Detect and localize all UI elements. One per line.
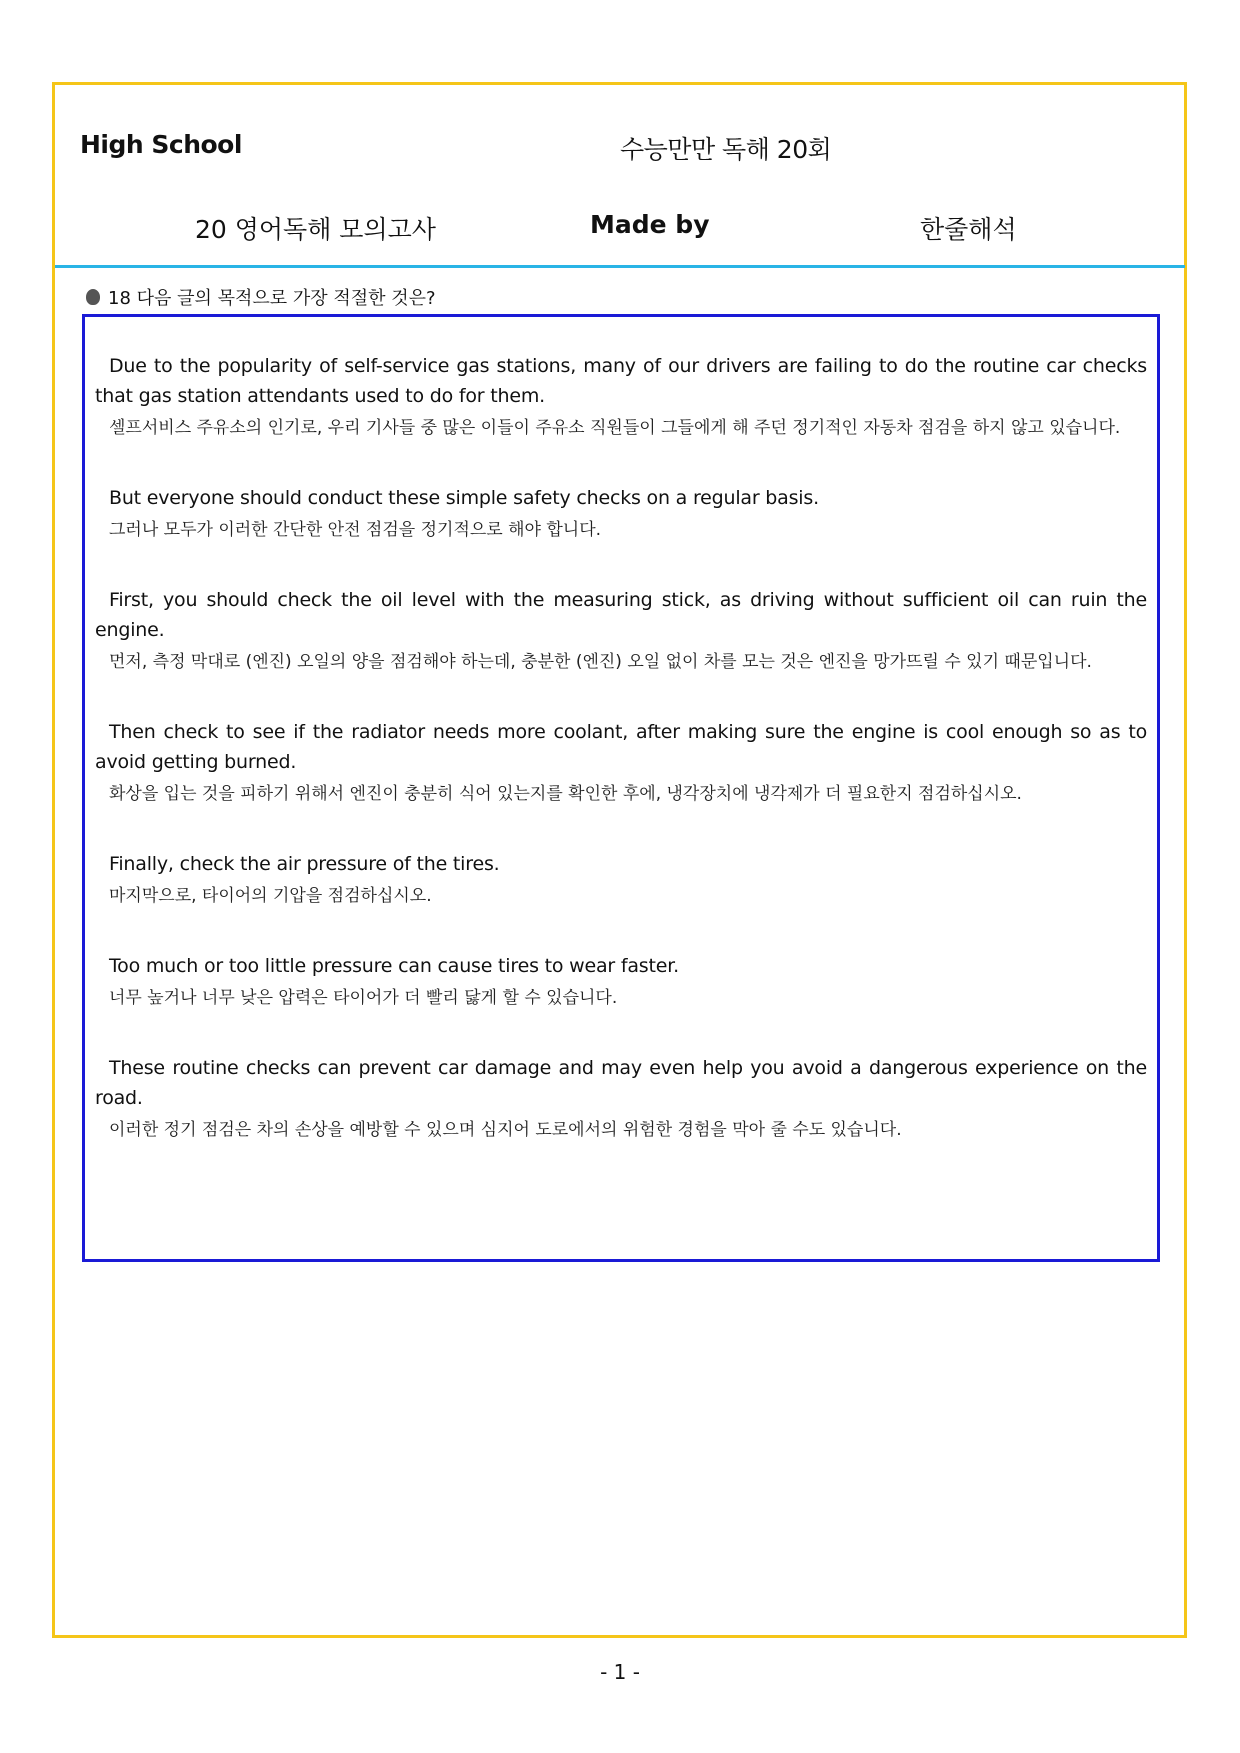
bullet-icon	[86, 289, 100, 305]
passage-paragraph	[95, 951, 1147, 1013]
english-sentence: Then check to see if the radiator needs more coolant, after making sure the engine is cool enough so as to avoid getting burned.	[95, 721, 1147, 773]
english-sentence: First, you should check the oil level with the measuring stick, as driving without sufficient oil can ruin the engine.	[95, 589, 1147, 641]
question-prompt	[86, 284, 436, 310]
question-text: 18 다음 글의 목적으로 가장 적절한 것은?	[108, 288, 436, 309]
passage-box	[82, 314, 1160, 1262]
korean-translation: 셀프서비스 주유소의 인기로, 우리 기사들 중 많은 이들이 주유소 직원들이 그들에게 해 주던 정기적인 자동차 점검을 하지 않고 있습니다.	[109, 418, 1121, 438]
author-name: 한줄해석	[920, 215, 1017, 244]
korean-translation: 화상을 입는 것을 피하기 위해서 엔진이 충분히 식어 있는지를 확인한 후에, 냉각장치에 냉각제가 더 필요한지 점검하십시오.	[109, 784, 1022, 804]
page-number: - 1 -	[600, 1660, 640, 1684]
passage-paragraph	[95, 1053, 1147, 1145]
passage-paragraph	[95, 351, 1147, 443]
passage-paragraph	[95, 717, 1147, 809]
english-sentence: But everyone should conduct these simple safety checks on a regular basis.	[109, 487, 819, 509]
korean-translation: 너무 높거나 너무 낮은 압력은 타이어가 더 빨리 닳게 할 수 있습니다.	[109, 988, 618, 1008]
english-sentence: Finally, check the air pressure of the tires.	[109, 853, 500, 875]
passage-paragraph	[95, 849, 1147, 911]
english-sentence: These routine checks can prevent car damage and may even help you avoid a dangerous experience on the road.	[95, 1057, 1147, 1109]
series-title: 수능만만 독해 20회	[620, 135, 832, 164]
header-divider	[55, 265, 1185, 268]
made-by-label: Made by	[590, 210, 710, 239]
exam-name: 20 영어독해 모의고사	[195, 215, 436, 244]
english-sentence: Too much or too little pressure can cause tires to wear faster.	[109, 955, 679, 977]
korean-translation: 그러나 모두가 이러한 간단한 안전 점검을 정기적으로 해야 합니다.	[109, 520, 602, 540]
korean-translation: 이러한 정기 점검은 차의 손상을 예방할 수 있으며 심지어 도로에서의 위험한 경험을 막아 줄 수도 있습니다.	[109, 1120, 902, 1140]
english-sentence: Due to the popularity of self-service gas stations, many of our drivers are failing to do the routine car checks that gas station attendants used to do for them.	[95, 355, 1147, 407]
passage-paragraph	[95, 585, 1147, 677]
korean-translation: 마지막으로, 타이어의 기압을 점검하십시오.	[109, 886, 432, 906]
korean-translation: 먼저, 측정 막대로 (엔진) 오일의 양을 점검해야 하는데, 충분한 (엔진) 오일 없이 차를 모는 것은 엔진을 망가뜨릴 수 있기 때문입니다.	[109, 652, 1092, 672]
school-level-title: High School	[80, 130, 242, 159]
passage-paragraph	[95, 483, 1147, 545]
